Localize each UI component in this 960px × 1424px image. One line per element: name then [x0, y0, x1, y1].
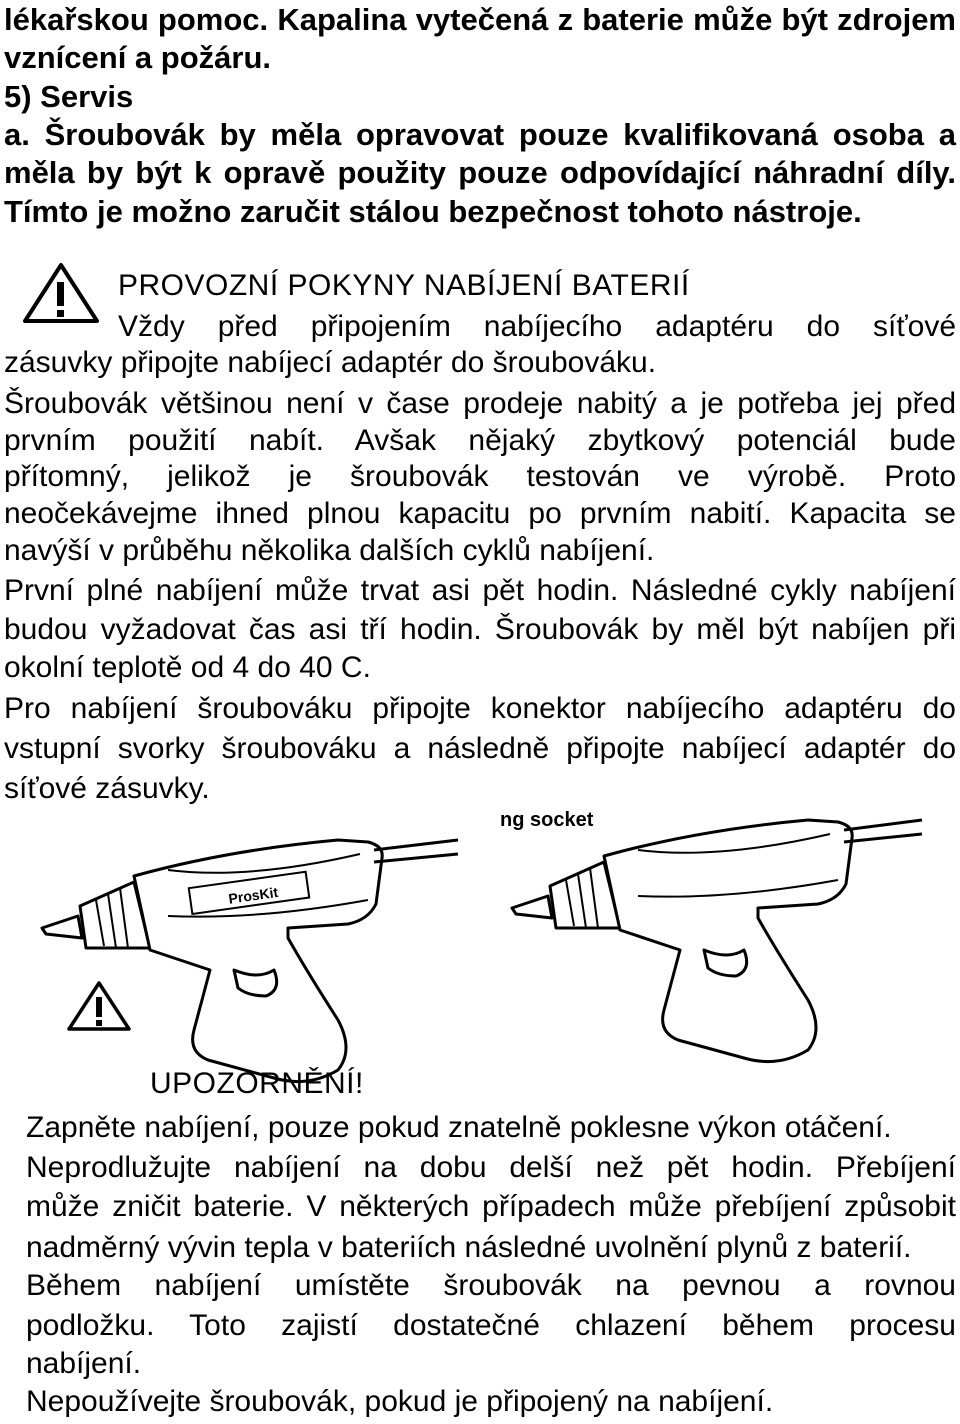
- text-line: může zničit baterie. V některých případech může přebíjení způsobit: [26, 1190, 956, 1223]
- text-line: nadměrný vývin tepla v bateriích následné uvolnění plynů z baterií.: [26, 1231, 912, 1264]
- text-line: vstupní svorky šroubováku a následně připojte nabíjecí adaptér do: [4, 732, 956, 765]
- text-line: Během nabíjení umístěte šroubovák na pevnou a rovnou: [26, 1269, 956, 1302]
- screwdriver-illustration: [38, 820, 468, 1090]
- text-line: budou vyžadovat čas asi tří hodin. Šroubovák by měl být nabíjen při: [4, 613, 956, 646]
- section-heading-charging: PROVOZNÍ POKYNY NABÍJENÍ BATERIÍ: [118, 269, 690, 302]
- text-line: měla by být k opravě použity pouze odpovídající náhradní díly.: [4, 155, 956, 190]
- text-line: nabíjení.: [26, 1347, 142, 1380]
- section-heading-warning: UPOZORNĚNÍ!: [150, 1067, 364, 1100]
- warning-triangle-icon: [66, 980, 132, 1032]
- tool-brand-label: ProsKit: [227, 883, 280, 907]
- text-line: vznícení a požáru.: [4, 40, 272, 75]
- text-line: Vždy před připojením nabíjecího adaptéru do síťové: [118, 310, 956, 343]
- text-line: zásuvky připojte nabíjecí adaptér do šroubováku.: [4, 346, 657, 379]
- text-line: navýší v průběhu několika dalších cyklů nabíjení.: [4, 534, 655, 567]
- text-line: podložku. Toto zajistí dostatečné chlazení během procesu: [26, 1309, 956, 1342]
- text-line: Neprodlužujte nabíjení na dobu delší než pět hodin. Přebíjení: [26, 1151, 956, 1184]
- text-line: neočekávejme ihned plnou kapacitu po prvním nabití. Kapacita se: [4, 497, 956, 530]
- text-line: První plné nabíjení může trvat asi pět hodin. Následné cykly nabíjení: [4, 574, 956, 607]
- text-line: prvním použití nabít. Avšak nějaký zbytkový potenciál bude: [4, 424, 956, 457]
- text-line: Zapněte nabíjení, pouze pokud znatelně poklesne výkon otáčení.: [26, 1111, 892, 1144]
- text-line: a. Šroubovák by měla opravovat pouze kvalifikovaná osoba a: [4, 117, 956, 152]
- text-line: Tímto je možno zaručit stálou bezpečnost tohoto nástroje.: [4, 194, 862, 229]
- screwdriver-illustration: [508, 800, 928, 1070]
- text-line: okolní teplotě od 4 do 40 C.: [4, 651, 371, 684]
- text-line: síťové zásuvky.: [4, 772, 210, 805]
- warning-triangle-icon: [22, 262, 100, 324]
- text-line: přítomný, jelikož je šroubovák testován ve výrobě. Proto: [4, 460, 956, 493]
- text-line: lékařskou pomoc. Kapalina vytečená z baterie může být zdrojem: [4, 2, 956, 37]
- illustration-caption: ng socket: [500, 809, 594, 831]
- text-line: Pro nabíjení šroubováku připojte konektor nabíjecího adaptéru do: [4, 692, 956, 725]
- text-line: Nepoužívejte šroubovák, pokud je připojený na nabíjení.: [26, 1385, 774, 1418]
- text-line: Šroubovák většinou není v čase prodeje nabitý a je potřeba jej před: [4, 387, 956, 420]
- section-heading-servis: 5) Servis: [4, 79, 134, 114]
